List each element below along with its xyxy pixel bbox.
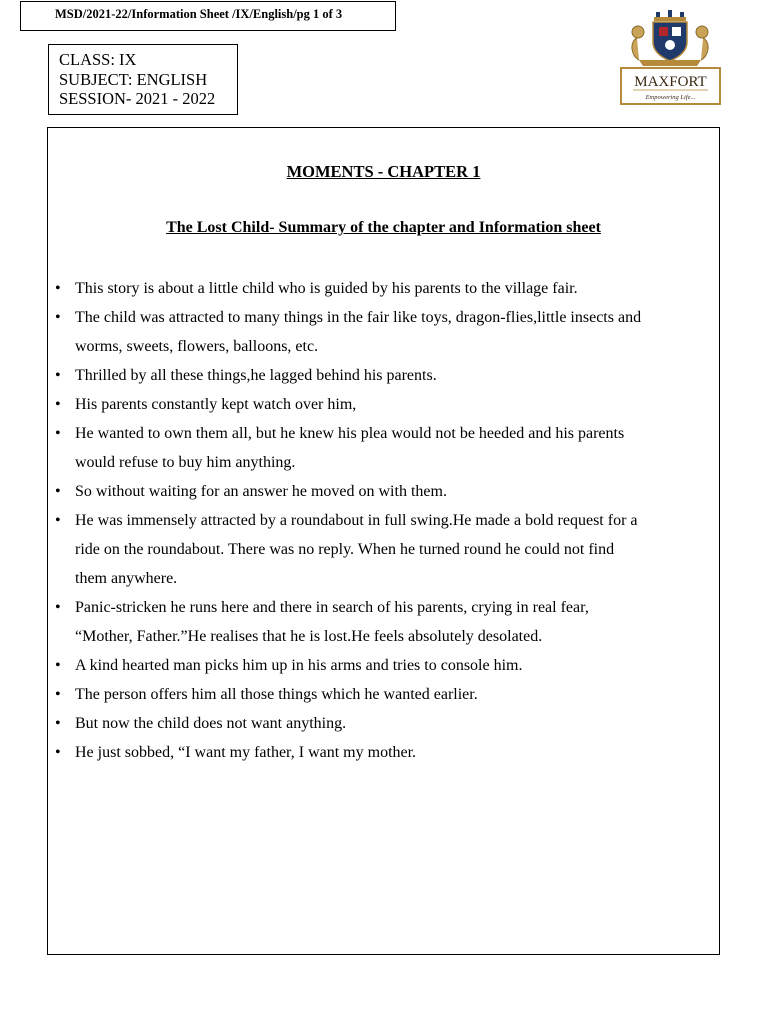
bullet-text: worms, sweets, flowers, balloons, etc. — [75, 338, 319, 355]
bullet-item — [55, 738, 715, 767]
bullet-text: them anywhere. — [75, 570, 178, 587]
bullet-item — [55, 709, 715, 738]
bullet-dot-icon: • — [55, 367, 61, 384]
bullet-text: He wanted to own them all, but he knew his plea would not be heeded and his parents — [75, 425, 625, 442]
bullet-continuation — [75, 535, 715, 564]
bullet-item — [55, 274, 715, 303]
bullet-text: Thrilled by all these things,he lagged behind his parents. — [75, 367, 437, 384]
logo-wordmark: MAXFORT — [634, 74, 707, 90]
chapter-title-text: MOMENTS - CHAPTER 1 — [286, 162, 481, 181]
subject-label: SUBJECT: ENGLISH — [59, 69, 208, 89]
bullet-continuation — [75, 448, 715, 477]
bullet-item — [55, 651, 715, 680]
bullet-item — [55, 593, 715, 622]
summary-bullet-list — [55, 274, 715, 767]
bullet-item — [55, 303, 715, 332]
bullet-text: He was immensely attracted by a roundabout in full swing.He made a bold request for a — [75, 512, 638, 529]
bullet-text: “Mother, Father.”He realises that he is lost.He feels absolutely desolated. — [75, 628, 543, 645]
bullet-item — [55, 419, 715, 448]
bullet-text: A kind hearted man picks him up in his arms and tries to console him. — [75, 657, 523, 674]
bullet-text: He just sobbed, “I want my father, I want my mother. — [75, 744, 417, 761]
chapter-title — [48, 162, 719, 182]
bullet-dot-icon: • — [55, 599, 61, 616]
bullet-text: This story is about a little child who is guided by his parents to the village fair. — [75, 280, 578, 297]
bullet-dot-icon: • — [55, 715, 61, 732]
bullet-dot-icon: • — [55, 280, 61, 297]
document-reference-code: MSD/2021-22/Information Sheet /IX/English/pg 1 of 3 — [55, 7, 343, 21]
bullet-item — [55, 361, 715, 390]
bullet-dot-icon: • — [55, 657, 61, 674]
bullet-text: The child was attracted to many things in the fair like toys, dragon-flies,little insects and — [75, 309, 642, 326]
class-label: CLASS: IX — [59, 50, 137, 69]
bullet-dot-icon: • — [55, 309, 61, 326]
bullet-item — [55, 506, 715, 535]
session-label: SESSION- 2021 - 2022 — [59, 89, 216, 108]
bullet-dot-icon: • — [55, 744, 61, 761]
information-sheet-content — [47, 127, 720, 955]
bullet-item — [55, 390, 715, 419]
bullet-continuation — [75, 564, 715, 593]
bullet-text: Panic-stricken he runs here and there in search of his parents, crying in real fear, — [75, 599, 589, 616]
summary-title-text: The Lost Child- Summary of the chapter and Information sheet — [166, 219, 601, 236]
maxfort-logo — [619, 8, 722, 106]
document-reference-box — [20, 1, 396, 31]
bullet-dot-icon: • — [55, 686, 61, 703]
logo-tagline: Empowering Life... — [645, 94, 696, 101]
bullet-item — [55, 680, 715, 709]
bullet-item — [55, 477, 715, 506]
bullet-continuation — [75, 332, 715, 361]
bullet-text: But now the child does not want anything. — [75, 715, 347, 732]
bullet-text: ride on the roundabout. There was no reply. When he turned round he could not find — [75, 541, 615, 558]
bullet-dot-icon: • — [55, 512, 61, 529]
summary-title — [48, 219, 719, 237]
bullet-continuation — [75, 622, 715, 651]
bullet-text: would refuse to buy him anything. — [75, 454, 296, 471]
bullet-text: His parents constantly kept watch over him, — [75, 396, 357, 413]
bullet-dot-icon: • — [55, 483, 61, 500]
bullet-text: So without waiting for an answer he moved on with them. — [75, 483, 447, 500]
school-crest-icon — [619, 8, 722, 106]
bullet-dot-icon: • — [55, 425, 61, 442]
bullet-text: The person offers him all those things which he wanted earlier. — [75, 686, 478, 703]
bullet-dot-icon: • — [55, 396, 61, 413]
class-info-box — [48, 44, 238, 115]
